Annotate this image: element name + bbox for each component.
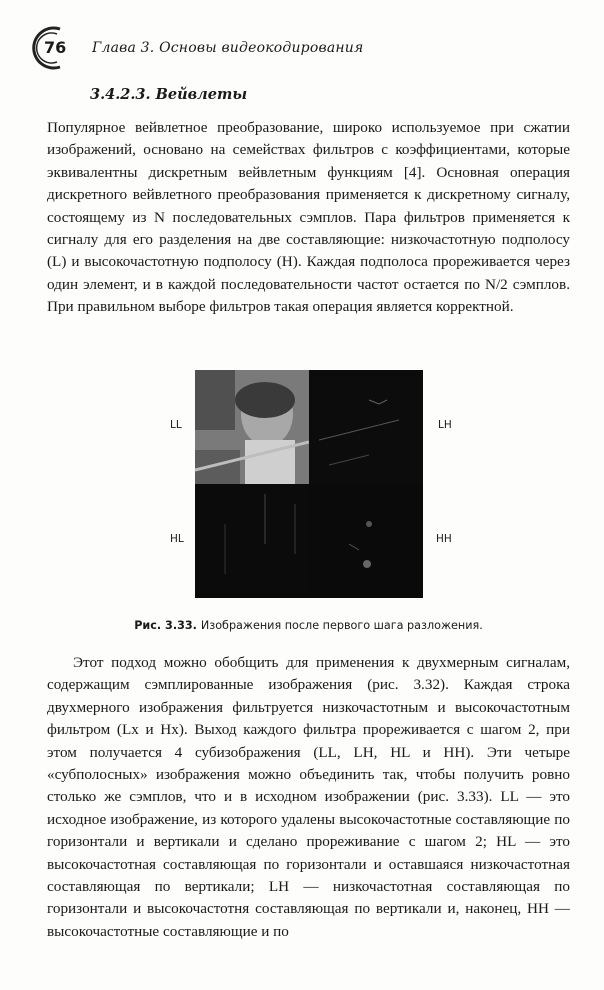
section-title: 3.4.2.3. Вейвлеты [90,86,248,103]
subband-hh-image [309,484,423,598]
label-ll: LL [170,419,182,431]
page-number: 76 [44,38,67,57]
subband-hl-image [195,484,309,598]
wavelet-figure [195,370,423,598]
caption-text: Изображения после первого шага разложения. [200,619,483,632]
subband-ll-image [195,370,309,484]
label-lh: LH [438,419,452,431]
paragraph-intro-text: Популярное вейвлетное преобразование, широко используемое при сжатии изображений, основано на семействах фильтров с коэффициентами, которые эквивалентны дискретным вейвлетным функциям [4]. Основная операция дискретного вейвлетного преобразования применяется к дискретному сигналу, состоящему из N последовательных сэмплов. Пара фильтров применяется к сигналу для его разделения на две составляющие: низкочастотную подполосу (L) и высокочастотную подполосу (H). Каждая подполоса прореживается через один элемент, и в каждой последовательности частот остается по N/2 сэмплов. При правильном выборе фильтров такая операция является корректной. [47,119,570,316]
paragraph-intro [47,117,570,319]
figure-caption [47,619,570,632]
running-head: Глава 3. Основы видеокодирования [92,40,364,56]
caption-number: Рис. 3.33. [134,619,197,632]
label-hh: HH [436,533,452,545]
page-header [30,26,590,70]
paragraph-main-text: Этот подход можно обобщить для применения к двухмерным сигналам, содержащим сэмплированные изображения (рис. 3.32). Каждая строка двухмерного изображения фильтруется низкочастотным и высокочастотным фильтром (Lx и Hx). Выход каждого фильтра прореживается с шагом 2, при этом получается 4 субизображения (LL, LH, HL и HH). Эти четыре «субполосных» изображения можно объединить так, чтобы получить ровно столько же сэмплов, что и в исходном изображении (рис. 3.33). LL — это исходное изображение, из которого удалены высокочастотные составляющие по горизонтали и вертикали и сделано прореживание с шагом 2; HL — это высокочастотная составляющая по горизонтали и оставшаяся низкочастотная составляющая по вертикали; LH — низкочастотная составляющая по горизонтали и высокочастотня составляющая по вертикали и, наконец, HH — высокочастотные составляющие и по [47,654,570,940]
label-hl: HL [170,533,184,545]
subband-lh-image [309,370,423,484]
paragraph-main [47,652,570,943]
